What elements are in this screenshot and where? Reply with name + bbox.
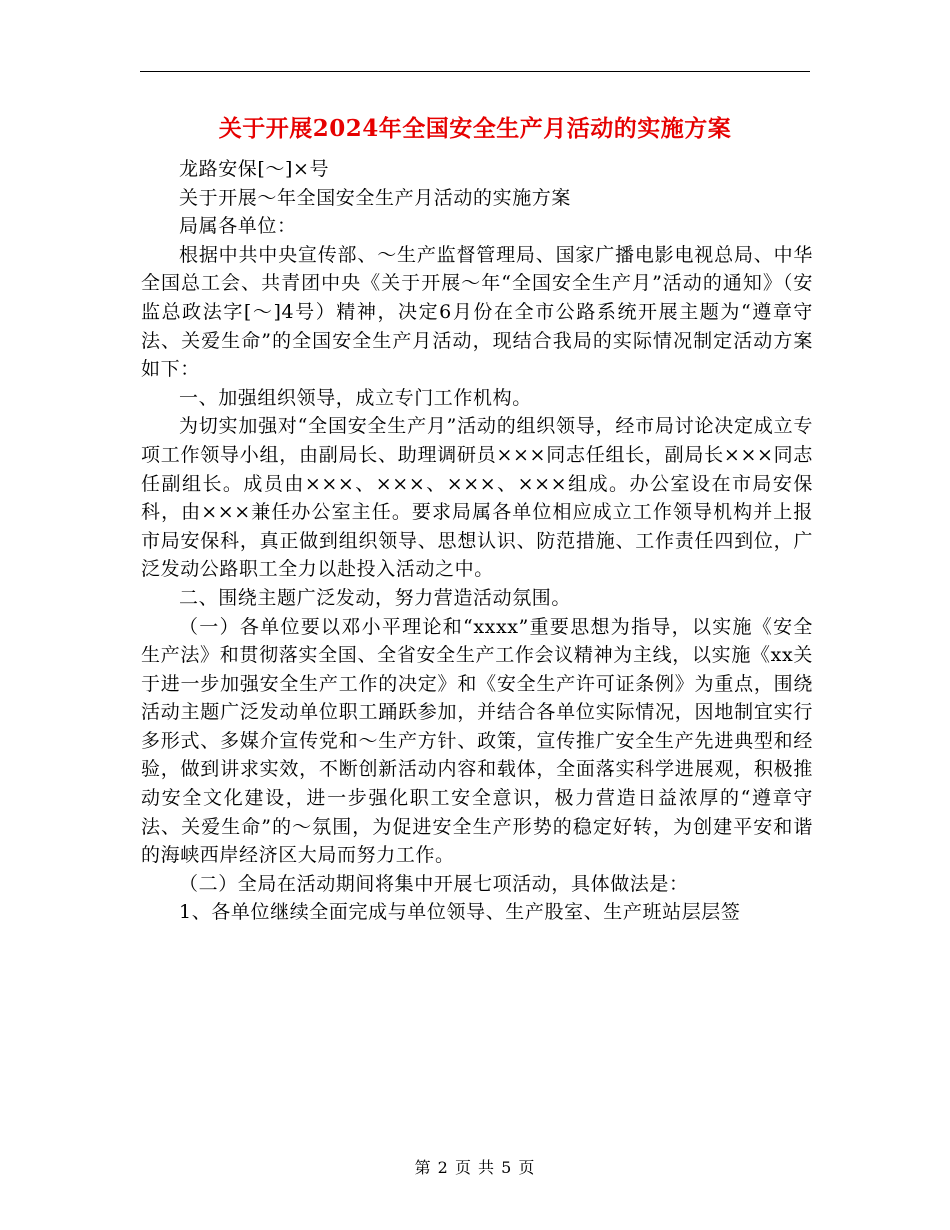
header-rule	[140, 71, 810, 72]
document-title: 关于开展2024年全国安全生产月活动的实施方案	[218, 115, 732, 142]
body-paragraph: 为切实加强对“全国安全生产月”活动的组织领导，经市局讨论决定成立专项工作领导小组，由副局长、助理调研员×××同志任组长，副局长×××同志任副组长。成员由×××、×××、×××、×××组成。办公室设在市局安保科，由×××兼任办公室主任。要求局属各单位相应成立工作领导机构并上报市局安保科，真正做到组织领导、思想认识、防范措施、工作责任四到位，广泛发动公路职工全力以赴投入活动之中。	[141, 415, 813, 581]
document-body	[141, 155, 813, 927]
section-heading: 一、加强组织领导，成立专门工作机构。	[179, 386, 532, 409]
body-paragraph: 1、各单位继续全面完成与单位领导、生产股室、生产班站层层签	[179, 901, 741, 924]
addressee: 局属各单位：	[179, 215, 297, 238]
document-subject: 关于开展～年全国安全生产月活动的实施方案	[179, 186, 572, 209]
page-number: 第 2 页 共 5 页	[414, 1158, 536, 1177]
body-paragraph: （二）全局在活动期间将集中开展七项活动，具体做法是：	[179, 872, 689, 895]
document-number: 龙路安保[～]×号	[179, 158, 330, 180]
body-paragraph: 根据中共中央宣传部、～生产监督管理局、国家广播电影电视总局、中华全国总工会、共青团中央《关于开展～年“全国安全生产月”活动的通知》（安监总政法字[～]4号）精神，决定6月份在全市公路系统开展主题为“遵章守法、关爱生命”的全国安全生产月活动，现结合我局的实际情况制定活动方案如下：	[141, 243, 813, 381]
section-heading: 二、围绕主题广泛发动，努力营造活动氛围。	[179, 586, 572, 609]
body-paragraph: （一）各单位要以邓小平理论和“xxxx”重要思想为指导，以实施《安全生产法》和贯彻落实全国、全省安全生产工作会议精神为主线，以实施《xx关于进一步加强安全生产工作的决定》和《安全生产许可证条例》为重点，围绕活动主题广泛发动单位职工踊跃参加，并结合各单位实际情况，因地制宜实行多形式、多媒介宣传党和～生产方针、政策，宣传推广安全生产先进典型和经验，做到讲求实效，不断创新活动内容和载体，全面落实科学进展观，积极推动安全文化建设，进一步强化职工安全意识，极力营造日益浓厚的“遵章守法、关爱生命”的～氛围，为促进安全生产形势的稳定好转，为创建平安和谐的海峡西岸经济区大局而努力工作。	[141, 615, 813, 867]
